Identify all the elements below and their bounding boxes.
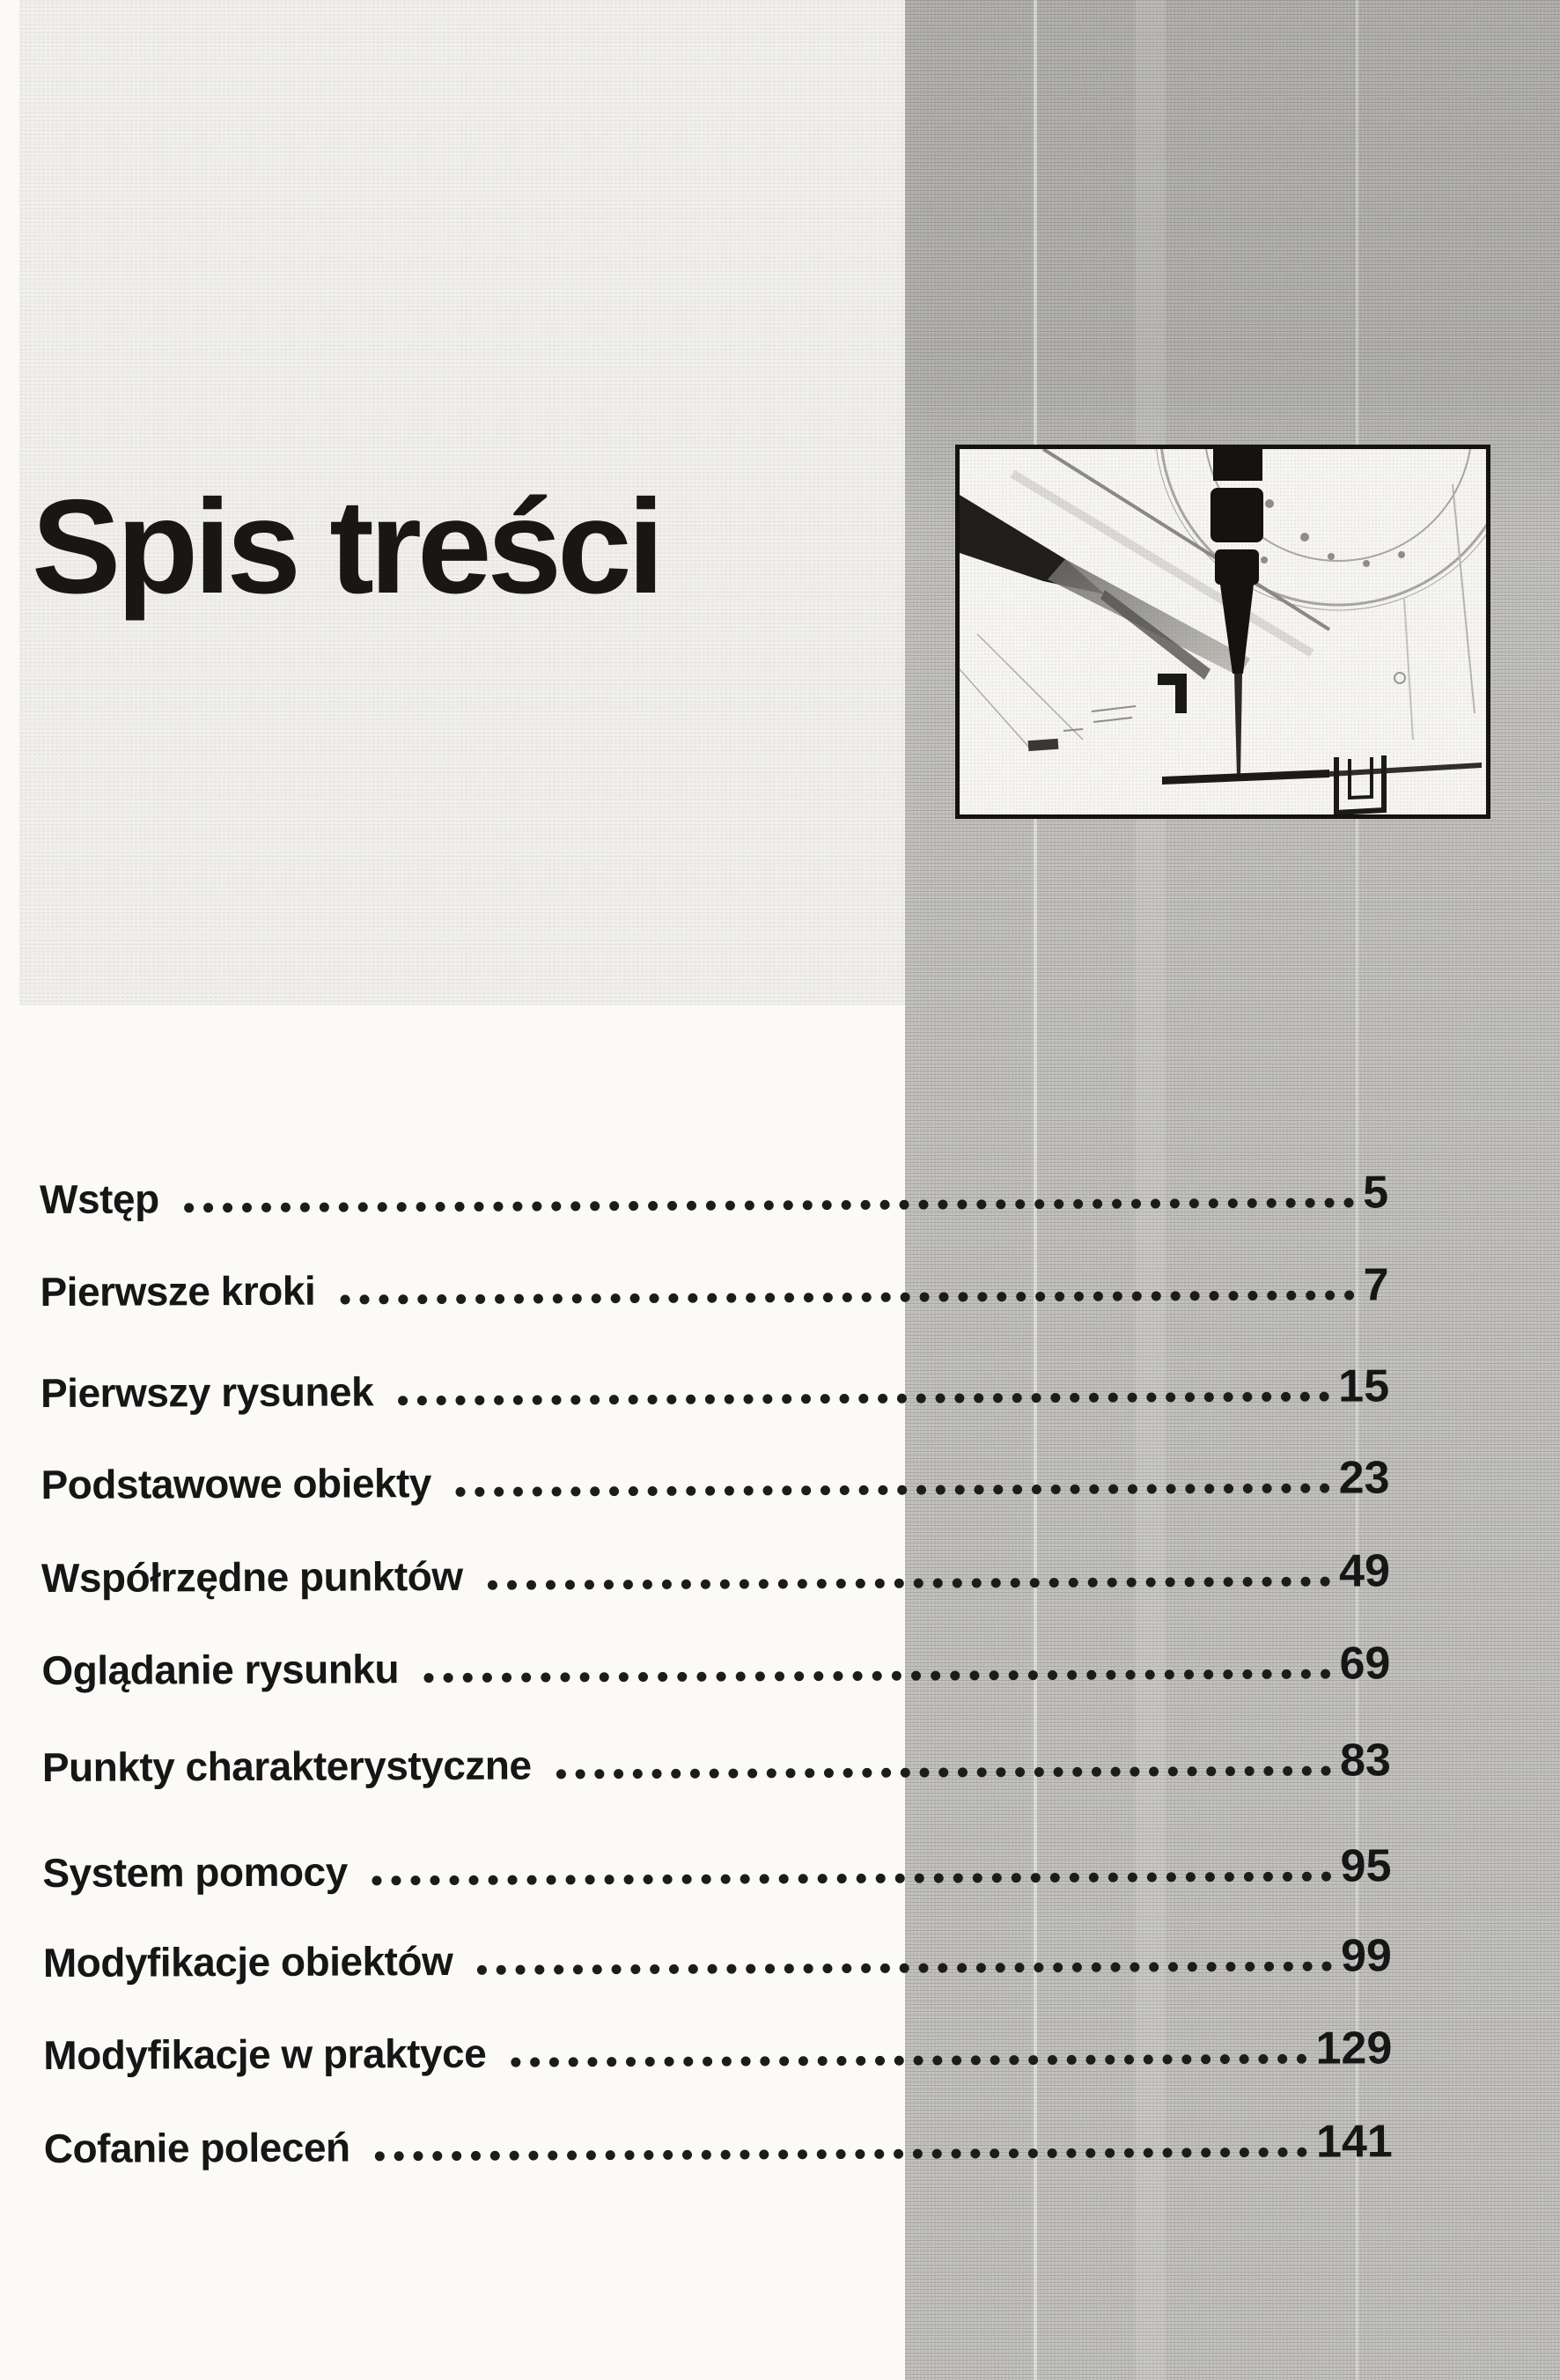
toc-page-number: 5 bbox=[1363, 1167, 1389, 1219]
toc-page-number: 83 bbox=[1339, 1735, 1392, 1787]
toc-page-number: 95 bbox=[1340, 1840, 1392, 1892]
toc-row bbox=[40, 1360, 1390, 1416]
toc-page-number: 7 bbox=[1363, 1259, 1389, 1311]
toc-page-number: 99 bbox=[1340, 1930, 1392, 1982]
toc-row bbox=[42, 1737, 1391, 1789]
toc-leader-dots bbox=[398, 1392, 1329, 1406]
toc-page-number: 15 bbox=[1338, 1360, 1390, 1412]
toc-leader-dots bbox=[340, 1290, 1354, 1304]
toc-label: Oglądanie rysunku bbox=[41, 1646, 400, 1693]
toc-label: Podstawowe obiekty bbox=[40, 1460, 432, 1507]
toc-row bbox=[40, 1259, 1389, 1315]
toc-label: System pomocy bbox=[42, 1848, 348, 1896]
toc-leader-dots bbox=[477, 1962, 1332, 1975]
toc-label: Wstęp bbox=[39, 1175, 159, 1222]
toc-page-number: 49 bbox=[1338, 1545, 1391, 1597]
toc-leader-dots bbox=[511, 2054, 1306, 2067]
toc-leader-dots bbox=[423, 1669, 1331, 1683]
toc-leader-dots bbox=[372, 1872, 1332, 1886]
toc-page-number: 23 bbox=[1338, 1452, 1390, 1504]
toc-label: Pierwsze kroki bbox=[40, 1267, 316, 1315]
toc-row bbox=[42, 1930, 1392, 1986]
toc-row bbox=[41, 1640, 1390, 1692]
toc-row bbox=[40, 1545, 1391, 1601]
toc-label: Pierwszy rysunek bbox=[40, 1368, 374, 1416]
page-title: Spis treści bbox=[32, 472, 660, 622]
toc-label: Modyfikacje w praktyce bbox=[43, 2030, 487, 2078]
toc-row bbox=[40, 1452, 1390, 1507]
toc-page-number: 69 bbox=[1339, 1638, 1391, 1690]
toc-label: Współrzędne punktów bbox=[40, 1552, 463, 1601]
toc-leader-dots bbox=[184, 1197, 1355, 1212]
toc-page-number: 129 bbox=[1315, 2023, 1393, 2074]
toc-label: Modyfikacje obiektów bbox=[42, 1937, 453, 1986]
toc-row bbox=[43, 2025, 1392, 2077]
toc-leader-dots bbox=[456, 1484, 1330, 1497]
toc-row bbox=[44, 2118, 1393, 2170]
toc-list bbox=[34, 0, 1394, 2380]
toc-leader-dots bbox=[375, 2148, 1307, 2162]
toc-leader-dots bbox=[556, 1766, 1332, 1779]
toc-row bbox=[40, 1169, 1388, 1221]
toc-label: Punkty charakterystyczne bbox=[41, 1742, 532, 1790]
toc-label: Cofanie poleceń bbox=[43, 2124, 350, 2171]
toc-page-number: 141 bbox=[1315, 2116, 1393, 2168]
toc-leader-dots bbox=[488, 1577, 1331, 1590]
toc-row bbox=[42, 1840, 1392, 1896]
